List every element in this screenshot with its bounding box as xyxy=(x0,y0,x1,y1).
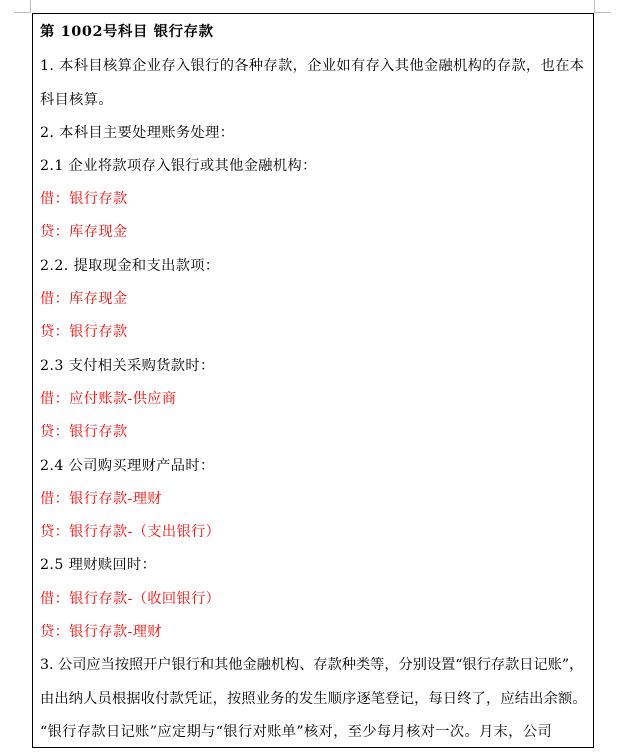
paragraph-2-heading: 2. 本科目主要处理账务处理： xyxy=(40,125,235,141)
section-2-3-debit-entry: 借：应付账款-供应商 xyxy=(40,391,177,407)
section-2-4-debit-entry: 借：银行存款-理财 xyxy=(40,491,162,507)
section-2-2-credit-entry: 贷：银行存款 xyxy=(40,324,128,340)
section-2-5-credit-entry: 贷：银行存款-理财 xyxy=(40,624,162,640)
account-title: 第 1002号科目 银行存款 xyxy=(40,23,214,40)
paragraph-3-line-3: “银行存款日记账”应定期与“银行对账单”核对，至少每月核对一次。月末，公司 xyxy=(40,724,553,740)
page-corner-mark-left xyxy=(14,0,31,13)
section-2-5-heading: 2.5 理财赎回时： xyxy=(40,557,157,573)
paragraph-3-line-1: 3. 公司应当按照开户银行和其他金融机构、存款种类等，分别设置“银行存款日记账”， xyxy=(40,657,584,673)
section-2-3-heading: 2.3 支付相关采购货款时： xyxy=(40,358,215,374)
section-2-3-credit-entry: 贷：银行存款 xyxy=(40,424,128,440)
page-corner-mark-right xyxy=(594,0,611,13)
content-frame xyxy=(32,13,594,748)
section-2-2-heading: 2.2. 提取现金和支出款项： xyxy=(40,258,220,274)
section-2-1-debit-entry: 借：银行存款 xyxy=(40,191,128,207)
section-2-2-debit-entry: 借：库存现金 xyxy=(40,291,128,307)
section-2-1-heading: 2.1 企业将款项存入银行或其他金融机构： xyxy=(40,158,317,174)
section-2-4-heading: 2.4 公司购买理财产品时： xyxy=(40,458,215,474)
paragraph-1-line-1: 1. 本科目核算企业存入银行的各种存款，企业如有存入其他金融机构的存款，也在本 xyxy=(40,58,585,74)
section-2-4-credit-entry: 贷：银行存款-（支出银行） xyxy=(40,524,221,540)
paragraph-1-line-2: 科目核算。 xyxy=(40,92,113,108)
section-2-1-credit-entry: 贷：库存现金 xyxy=(40,224,128,240)
section-2-5-debit-entry: 借：银行存款-（收回银行） xyxy=(40,591,221,607)
paragraph-3-line-2: 由出纳人员根据收付款凭证，按照业务的发生顺序逐笔登记，每日终了，应结出余额。 xyxy=(40,691,587,707)
